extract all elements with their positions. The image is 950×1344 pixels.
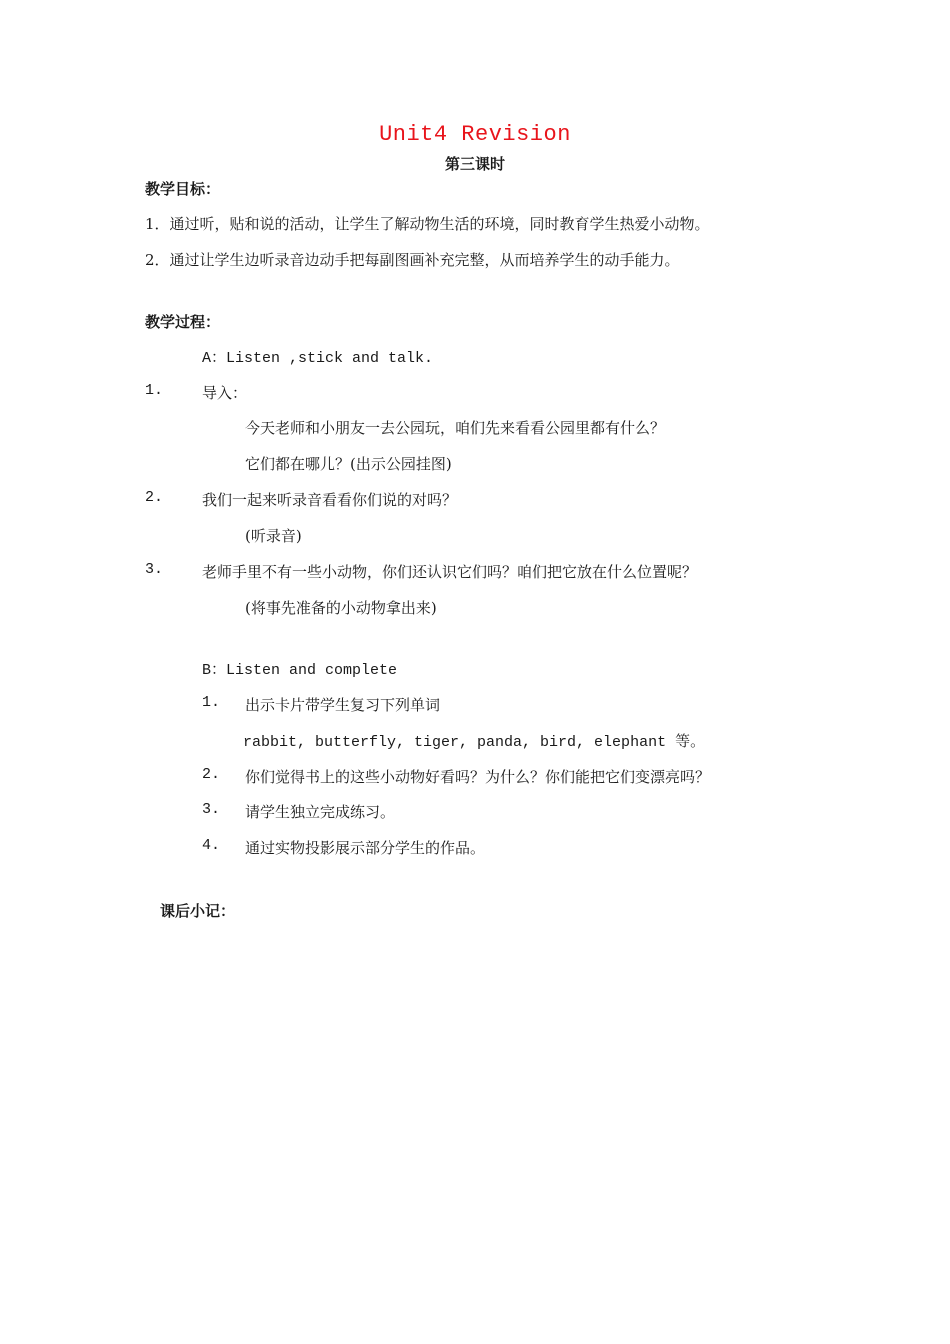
- section-a-label: A：Listen ,stick and talk.: [202, 350, 434, 367]
- step-note: 它们都在哪儿？(出示公园挂图): [245, 455, 452, 473]
- vocabulary-words: rabbit, butterfly, tiger, panda, bird, elephant 等。: [243, 734, 706, 751]
- step-number: 1.: [145, 382, 164, 399]
- step-number: 2.: [202, 766, 221, 783]
- notes-heading: 课后小记：: [160, 902, 236, 920]
- step-number: 3.: [145, 561, 164, 578]
- step-text: 老师手里不有一些小动物，你们还认识它们吗？咱们把它放在什么位置呢？: [202, 563, 698, 581]
- lesson-period-subtitle: 第三课时: [444, 155, 505, 173]
- objectives-heading: 教学目标：: [145, 180, 221, 198]
- step-note: (听录音): [245, 527, 302, 545]
- objective-item: 2．通过让学生边听录音边动手把每副图画补充完整，从而培养学生的动手能力。: [145, 251, 680, 269]
- step-text: 你们觉得书上的这些小动物好看吗？为什么？你们能把它们变漂亮吗？: [245, 768, 711, 786]
- step-number: 4.: [202, 837, 221, 854]
- step-text: 通过实物投影展示部分学生的作品。: [245, 839, 486, 857]
- step-text: 导入：: [202, 384, 248, 402]
- step-number: 1.: [202, 694, 221, 711]
- step-text: 请学生独立完成练习。: [245, 803, 396, 821]
- section-b-label: B：Listen and complete: [202, 662, 398, 679]
- step-text: 我们一起来听录音看看你们说的对吗？: [202, 491, 458, 509]
- step-text: 出示卡片带学生复习下列单词: [245, 696, 441, 714]
- step-note: (将事先准备的小动物拿出来): [245, 599, 437, 617]
- objective-item: 1．通过听，贴和说的活动，让学生了解动物生活的环境，同时教育学生热爱小动物。: [145, 215, 710, 233]
- step-number: 2.: [145, 489, 164, 506]
- step-number: 3.: [202, 801, 221, 818]
- document-title: Unit4 Revision: [379, 122, 571, 147]
- step-note: 今天老师和小朋友一去公园玩，咱们先来看看公园里都有什么？: [245, 419, 666, 437]
- process-heading: 教学过程：: [145, 313, 221, 331]
